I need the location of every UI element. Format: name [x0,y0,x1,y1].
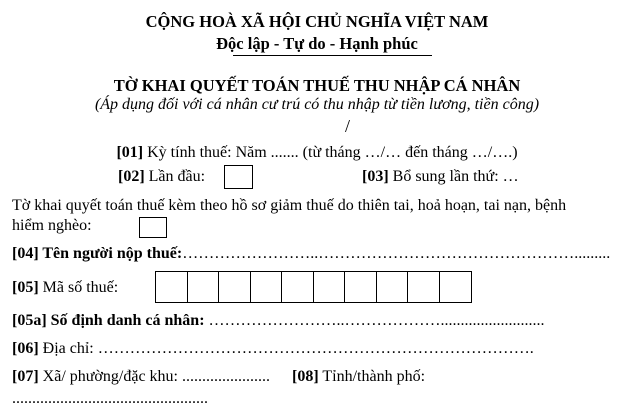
tax-code-cell[interactable] [251,272,283,302]
field-08-dots: ................................................. [12,390,208,405]
motto: Độc lập - Tự do - Hạnh phúc [216,34,418,53]
tax-code-cell[interactable] [314,272,346,302]
tax-code-cell[interactable] [219,272,251,302]
field-06-address: [06] Địa chỉ: ………………………………………………………………………. [12,340,534,357]
national-title: CỘNG HOÀ XÃ HỘI CHỦ NGHĨA VIỆT NAM [145,12,489,31]
tax-code-cell[interactable] [408,272,440,302]
tax-code-cell[interactable] [282,272,314,302]
form-title: TỜ KHAI QUYẾT TOÁN THUẾ THU NHẬP CÁ NHÂN [113,76,521,95]
tax-code-cell[interactable] [188,272,220,302]
field-08-province: [08] Tỉnh/thành phố: [292,368,426,385]
reduction-checkbox[interactable] [139,217,167,238]
tax-code-cell[interactable] [440,272,472,302]
motto-underline [233,55,432,56]
tax-code-input[interactable] [155,271,472,303]
field-05-tax-code-label: [05] Mã số thuế: [12,279,119,296]
field-04-taxpayer-name: [04] Tên người nộp thuế:……………………..…………………………………………......... [12,245,611,262]
tax-code-cell[interactable] [377,272,409,302]
tax-code-cell[interactable] [345,272,377,302]
reduction-note-line1: Tờ khai quyết toán thuế kèm theo hồ sơ giảm thuế do thiên tai, hoả hoạn, tai nạn, bệnh [12,197,567,214]
form-subtitle: (Áp dụng đối với cá nhân cư trú có thu nhập từ tiền lương, tiền công) [94,96,540,113]
tax-code-cell[interactable] [156,272,188,302]
field-07-ward: [07] Xã/ phường/đặc khu: ...................... [12,368,270,385]
field-02-first-time: [02] Lần đầu: [118,168,206,185]
slash-mark: / [345,116,351,136]
first-time-checkbox[interactable] [224,165,253,189]
field-03-supplement: [03] Bổ sung lần thứ: … [362,168,519,185]
field-05a-personal-id: [05a] Số định danh cá nhân: ……………………..……………….......................... [12,312,545,329]
reduction-note-line2: hiểm nghèo: [12,217,92,234]
field-01-tax-period: [01] Kỳ tính thuế: Năm ....... (từ tháng …/… đến tháng …/….) [116,144,518,161]
